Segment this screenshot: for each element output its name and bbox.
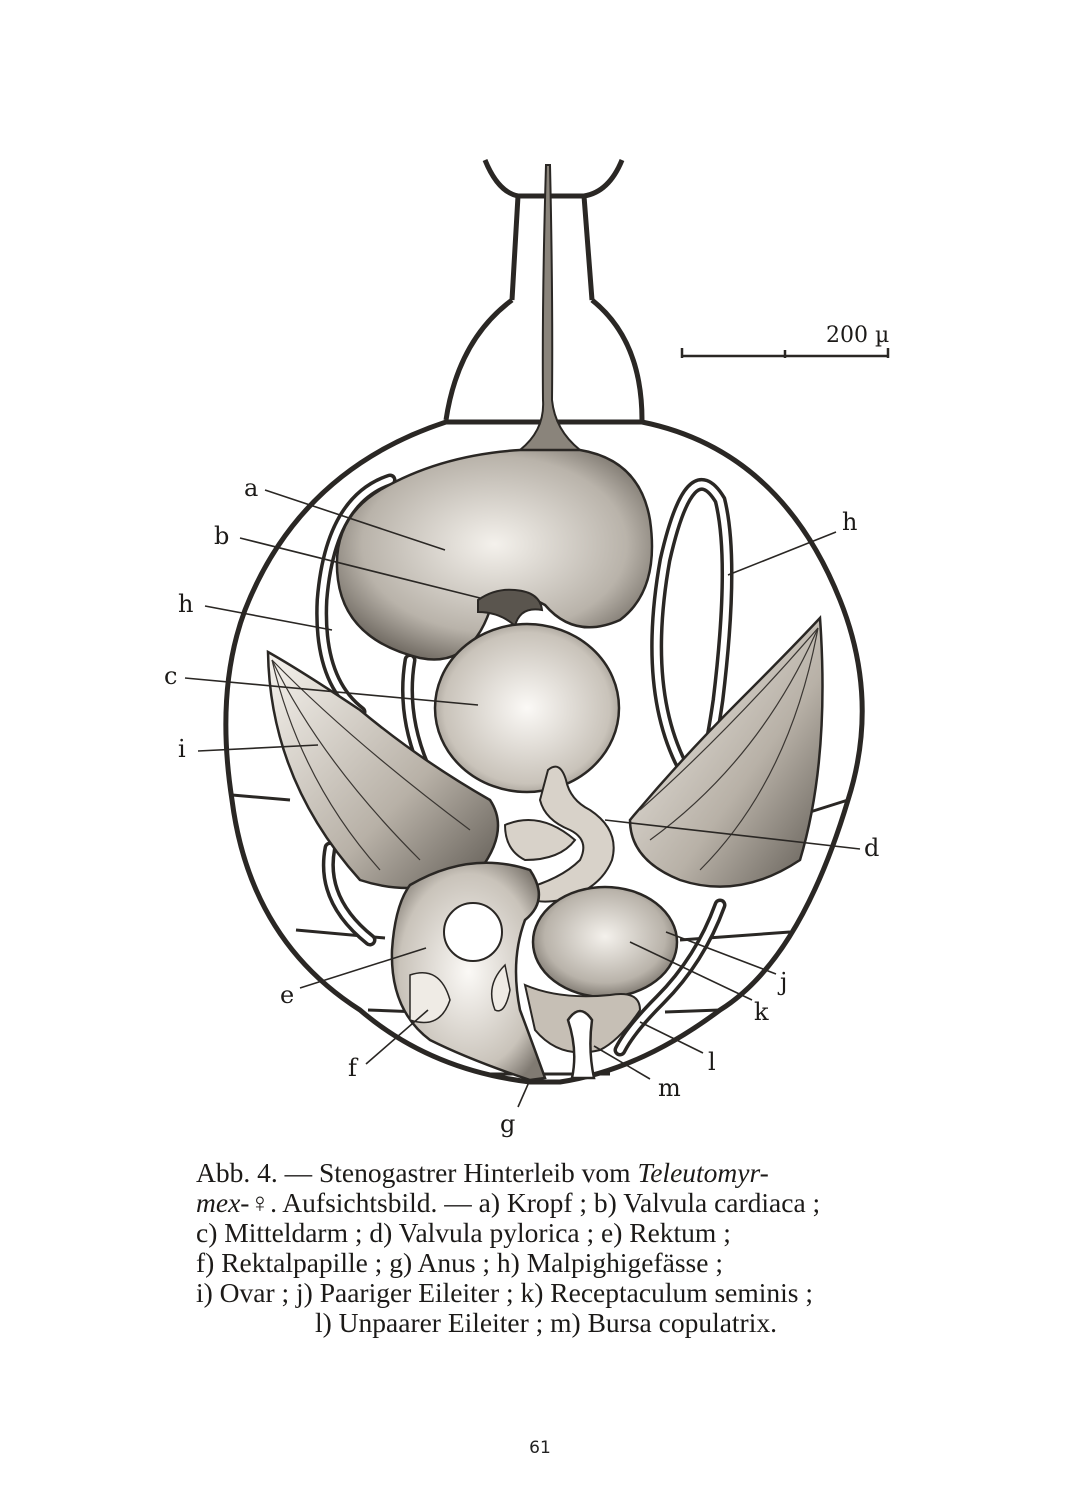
- caption-line-5: i) Ovar ; j) Paariger Eileiter ; k) Receptaculum seminis ;: [196, 1277, 814, 1308]
- caption-line-3: c) Mitteldarm ; d) Valvula pylorica ; e) Rektum ;: [196, 1217, 731, 1248]
- figure-caption: [196, 1158, 896, 1338]
- label-g: g: [500, 1110, 516, 1138]
- caption-line-4: f) Rektalpapille ; g) Anus ; h) Malpighigefässe ;: [196, 1247, 723, 1278]
- caption-text: Abb. 4. — Stenogastrer Hinterleib vom: [196, 1157, 638, 1188]
- label-i: i: [178, 735, 186, 763]
- valvula-cardiaca: [478, 590, 542, 626]
- label-e: e: [280, 981, 295, 1009]
- label-m: m: [658, 1074, 681, 1102]
- caption-text: -♀. Aufsichtsbild. — a) Kropf ; b) Valvula cardiaca ;: [240, 1187, 821, 1218]
- label-k: k: [754, 998, 769, 1026]
- label-a: a: [244, 474, 259, 502]
- caption-line-6: l) Unpaarer Eileiter ; m) Bursa copulatrix.: [315, 1307, 777, 1338]
- receptaculum-seminis: [533, 887, 677, 997]
- caption-line-1: [196, 1158, 896, 1188]
- label-c: c: [164, 662, 178, 690]
- page-number: 61: [529, 1438, 551, 1458]
- caption-species-name: mex: [196, 1187, 241, 1218]
- label-d: d: [864, 834, 880, 862]
- caption-species-name: Teleutomyr-: [637, 1157, 769, 1188]
- label-h-left: h: [178, 590, 194, 618]
- label-j: j: [780, 968, 788, 996]
- scale-bar: [682, 348, 888, 358]
- scale-bar-label: 200 µ: [826, 323, 890, 348]
- midgut: [435, 624, 619, 792]
- label-f: f: [348, 1054, 357, 1082]
- label-b: b: [214, 522, 230, 550]
- label-l: l: [708, 1048, 716, 1076]
- esophagus: [520, 165, 580, 450]
- caption-line-2: [196, 1188, 896, 1218]
- rectal-papilla: [444, 903, 502, 961]
- label-h-right: h: [842, 508, 858, 536]
